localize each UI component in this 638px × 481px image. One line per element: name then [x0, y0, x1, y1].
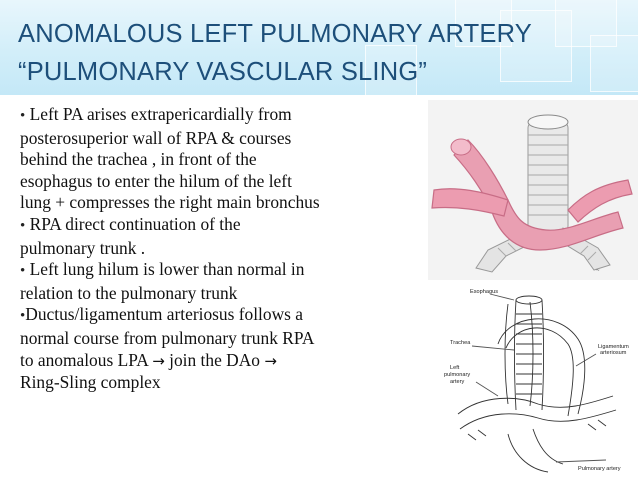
label-ligamentum: Ligamentum	[598, 344, 629, 350]
bullet-text: Left lung hilum is lower than normal in	[29, 259, 305, 280]
bullet-text: normal course from pulmonary trunk RPA	[20, 327, 315, 348]
label-pulmonary: pulmonary	[444, 372, 471, 378]
slide-title-line2: “PULMONARY VASCULAR SLING”	[18, 58, 428, 86]
bullet-text: pulmonary trunk .	[20, 237, 146, 258]
bullet-text: behind the trachea , in front of the	[20, 149, 257, 170]
bullet-item	[20, 104, 428, 214]
bullet-list	[20, 104, 428, 394]
bullet-text: Left PA arises extrapericardially from	[29, 104, 292, 124]
bullet-text: relation to the pulmonary trunk	[20, 282, 238, 303]
bullet-dot: •	[20, 308, 26, 325]
signature-mark: ~	[596, 268, 600, 274]
pulmonary-sling-illustration	[428, 100, 638, 280]
labeled-anatomy-drawing	[438, 284, 632, 476]
bullet-item	[20, 259, 428, 304]
bullet-text: esophagus to enter the hilum of the left	[20, 170, 292, 191]
arrow-icon: →	[152, 351, 165, 370]
decor-square	[590, 35, 638, 92]
bullet-item	[20, 304, 428, 393]
label-left: Left	[450, 365, 460, 371]
label-artery: artery	[450, 379, 465, 385]
label-trachea: Trachea	[450, 340, 471, 346]
arrow-icon: →	[264, 351, 277, 370]
bullet-text: RPA direct continuation of the	[29, 213, 241, 234]
label-arteriosum: arteriosum	[600, 350, 627, 356]
slide-title-line1: ANOMALOUS LEFT PULMONARY ARTERY	[18, 20, 532, 48]
bullet-item	[20, 214, 428, 259]
bullet-text: join the DAo	[164, 349, 265, 370]
pulmonary-sling-drawing	[428, 100, 638, 280]
label-pulmonary-artery: Pulmonary artery	[578, 466, 621, 472]
bullet-dot: •	[20, 263, 26, 280]
bullet-dot: •	[20, 217, 26, 234]
anatomy-line-drawing	[438, 284, 632, 476]
bullet-dot: •	[20, 108, 26, 124]
label-esophagus: Esophagus	[470, 289, 498, 295]
bullet-text: to anomalous LPA	[20, 349, 153, 370]
bullet-text: posterosuperior wall of RPA & courses	[20, 127, 292, 148]
trachea-icon	[528, 115, 568, 232]
bullet-text: lung + compresses the right main bronchus	[20, 192, 320, 213]
bullet-text: Ring-Sling complex	[20, 372, 161, 393]
bullet-text: Ductus/ligamentum arteriosus follows a	[25, 304, 303, 325]
